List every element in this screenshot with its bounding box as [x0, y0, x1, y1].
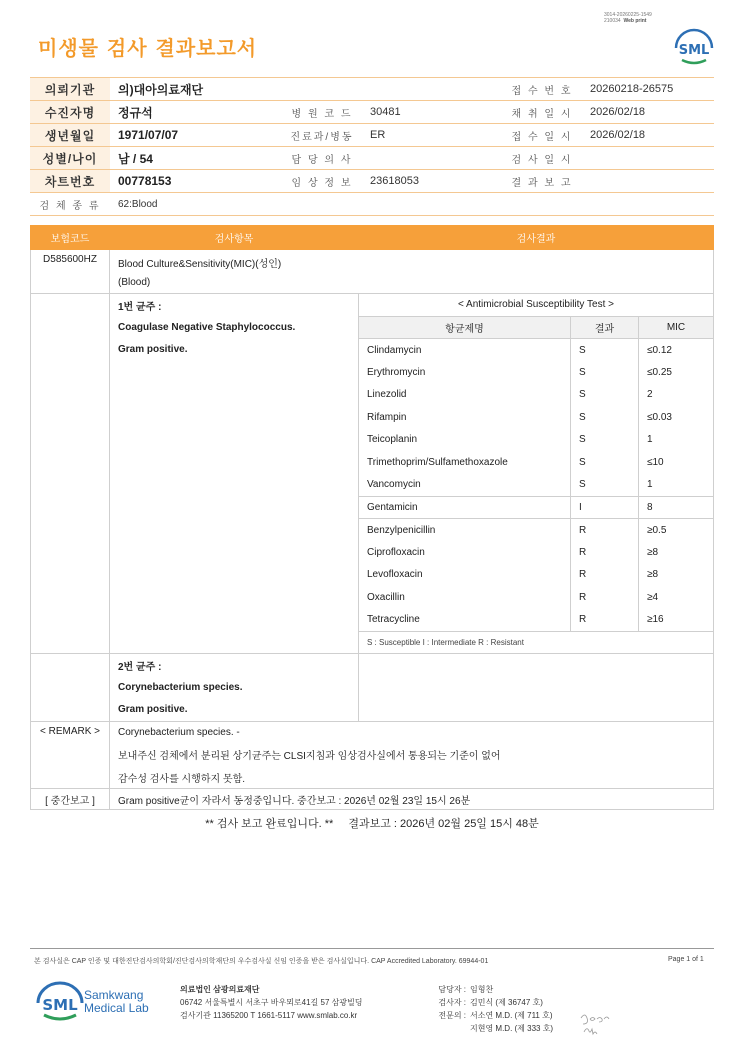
ast-col-result: 결과	[571, 316, 639, 339]
antibiotic-mic: ≤10	[639, 451, 714, 474]
info-value: ER	[362, 124, 502, 147]
contact: 검사기관 11365200 T 1661-5117 www.smlab.co.kr	[180, 1011, 358, 1020]
staff-row	[428, 1009, 553, 1022]
info-value	[582, 147, 714, 170]
antibiotic-name: Oxacillin	[359, 586, 571, 609]
info-label: 채 취 일 시	[502, 101, 582, 124]
print-id	[604, 12, 652, 24]
web-print-label: Web print	[623, 18, 647, 24]
antibiotic-mic: 1	[639, 474, 714, 497]
remark-1: Corynebacterium species. -	[110, 721, 714, 744]
test-name-2: (Blood)	[110, 272, 714, 294]
patient-info-table	[30, 77, 714, 216]
info-label: 성별/나이	[30, 147, 110, 170]
antibiotic-name: Gentamicin	[359, 496, 571, 519]
info-value	[362, 147, 502, 170]
staff-name: 김민식 (제 36747 호)	[470, 998, 543, 1007]
footer-logo-text: SML	[42, 996, 78, 1014]
org2-label: 2번 균주 :	[110, 654, 359, 677]
info-label	[282, 78, 362, 101]
info-label: 병 원 코 드	[282, 101, 362, 124]
ast-col-name: 항균제명	[359, 316, 571, 339]
org2-name: Corynebacterium species.	[110, 676, 359, 699]
staff-role: 담당자 :	[438, 985, 466, 994]
ast-title: < Antimicrobial Susceptibility Test >	[359, 294, 714, 317]
ast-row	[31, 339, 714, 362]
cert-text: 본 검사실은 CAP 인증 및 대한진단검사의학회/진단검사의학재단의 우수검사실 신임 인증을 받은 검사실입니다. CAP Accredited Laboratory. 69944-01	[34, 958, 489, 965]
antibiotic-result: S	[571, 474, 639, 497]
signature-icon	[578, 1010, 612, 1038]
antibiotic-result: I	[571, 496, 639, 519]
antibiotic-result: R	[571, 586, 639, 609]
address-block	[180, 983, 363, 1022]
staff-role	[428, 1022, 466, 1035]
antibiotic-mic: ≤0.25	[639, 361, 714, 384]
antibiotic-name: Clindamycin	[359, 339, 571, 362]
header-insurance-code: 보험코드	[31, 226, 110, 250]
antibiotic-name: Ciprofloxacin	[359, 541, 571, 564]
antibiotic-name: Rifampin	[359, 406, 571, 429]
antibiotic-result: S	[571, 339, 639, 362]
antibiotic-mic: ≥4	[639, 586, 714, 609]
interim-text: Gram positive균이 자라서 동정중입니다. 중간보고 : 2026년 02월 23일 15시 26분	[110, 789, 714, 810]
org1-label: 1번 균주 :	[110, 294, 359, 317]
info-value: 23618053	[362, 170, 502, 193]
antibiotic-result: S	[571, 384, 639, 407]
org-name: 의료법인 삼광의료재단	[180, 985, 260, 994]
print-code: 3014-20260225-1549	[604, 12, 652, 18]
org1-gram: Gram positive.	[110, 339, 359, 654]
antibiotic-name: Tetracycline	[359, 609, 571, 632]
antibiotic-result: R	[571, 519, 639, 542]
specimen-row	[30, 193, 714, 216]
header-test-item: 검사항목	[110, 226, 359, 250]
info-value: 2026/02/18	[582, 124, 714, 147]
info-value: 2026/02/18	[582, 101, 714, 124]
page-number: Page 1 of 1	[668, 956, 704, 963]
antibiotic-result: R	[571, 541, 639, 564]
info-label: 접 수 일 시	[502, 124, 582, 147]
antibiotic-result: S	[571, 451, 639, 474]
antibiotic-name: Trimethoprim/Sulfamethoxazole	[359, 451, 571, 474]
info-label: 검 사 일 시	[502, 147, 582, 170]
remark-2: 보내주신 검체에서 분리된 상기균주는 CLSI지침과 임상검사실에서 통용되는 기준이 없어	[110, 744, 714, 767]
org2-gram: Gram positive.	[110, 699, 359, 722]
antibiotic-result: S	[571, 361, 639, 384]
info-value: 정규석	[110, 101, 282, 124]
staff-row	[428, 996, 553, 1009]
final-status	[0, 815, 744, 831]
info-value: 의)대아의료재단	[110, 78, 282, 101]
staff-name: 임형찬	[470, 985, 494, 994]
top-logo-text: SML	[678, 43, 710, 58]
info-row	[30, 147, 714, 170]
info-label: 임 상 정 보	[282, 170, 362, 193]
address: 06742 서울특별시 서초구 바우뫼로41길 57 삼광빌딩	[180, 998, 363, 1007]
antibiotic-mic: ≥0.5	[639, 519, 714, 542]
antibiotic-name: Teicoplanin	[359, 429, 571, 452]
staff-block	[428, 983, 553, 1035]
info-value	[362, 78, 502, 101]
info-label: 담 당 의 사	[282, 147, 362, 170]
info-value	[582, 170, 714, 193]
company-name-en	[84, 989, 149, 1015]
info-value: 30481	[362, 101, 502, 124]
antibiotic-result: R	[571, 609, 639, 632]
info-label: 결 과 보 고	[502, 170, 582, 193]
antibiotic-mic: ≤0.12	[639, 339, 714, 362]
remark-3: 감수성 검사를 시행하지 못함.	[110, 766, 714, 789]
ast-col-mic: MIC	[639, 316, 714, 339]
info-row	[30, 78, 714, 101]
antibiotic-result: S	[571, 429, 639, 452]
antibiotic-mic: ≥8	[639, 564, 714, 587]
info-label: 진료과/병동	[282, 124, 362, 147]
info-label: 접 수 번 호	[502, 78, 582, 101]
staff-role: 검사자 :	[438, 998, 466, 1007]
info-value: 남 / 54	[110, 147, 282, 170]
staff-role: 전문의 :	[438, 1011, 466, 1020]
antibiotic-name: Erythromycin	[359, 361, 571, 384]
info-row	[30, 101, 714, 124]
staff-name: 지현영 M.D. (제 333 호)	[470, 1024, 554, 1033]
results-table	[30, 225, 714, 810]
antibiotic-mic: ≤0.03	[639, 406, 714, 429]
antibiotic-result: R	[571, 564, 639, 587]
info-label: 수진자명	[30, 101, 110, 124]
antibiotic-mic: ≥8	[639, 541, 714, 564]
antibiotic-mic: 2	[639, 384, 714, 407]
antibiotic-mic: ≥16	[639, 609, 714, 632]
info-row	[30, 124, 714, 147]
antibiotic-result: S	[571, 406, 639, 429]
sml-logo-icon	[672, 26, 716, 66]
staff-row	[428, 1022, 553, 1035]
company-en-line2: Medical Lab	[84, 1001, 149, 1015]
final-report-time: 결과보고 : 2026년 02월 25일 15시 48분	[348, 818, 539, 830]
ast-legend: S : Susceptible I : Intermediate R : Resistant	[359, 631, 714, 654]
test-name-1: Blood Culture&Sensitivity(MIC)(성인)	[110, 250, 714, 272]
info-label: 생년월일	[30, 124, 110, 147]
page-title: 미생물 검사 결과보고서	[38, 36, 258, 60]
interim-label: [ 중간보고 ]	[31, 789, 110, 810]
footer-divider	[30, 948, 714, 949]
info-row	[30, 170, 714, 193]
insurance-code: D585600HZ	[31, 250, 110, 294]
company-en-line1: Samkwang	[84, 988, 144, 1002]
antibiotic-name: Benzylpenicillin	[359, 519, 571, 542]
print-code2: 210034	[604, 18, 621, 24]
results-header	[31, 226, 714, 250]
antibiotic-name: Levofloxacin	[359, 564, 571, 587]
antibiotic-mic: 1	[639, 429, 714, 452]
antibiotic-name: Linezolid	[359, 384, 571, 407]
specimen-label: 검 체 종 류	[30, 193, 110, 216]
info-value: 1971/07/07	[110, 124, 282, 147]
specimen-value: 62:Blood	[110, 193, 714, 216]
info-label: 차트번호	[30, 170, 110, 193]
antibiotic-name: Vancomycin	[359, 474, 571, 497]
antibiotic-mic: 8	[639, 496, 714, 519]
header-test-result: 검사결과	[359, 226, 714, 250]
info-label: 의뢰기관	[30, 78, 110, 101]
final-done: ** 검사 보고 완료입니다. **	[205, 818, 334, 830]
org1-name: Coagulase Negative Staphylococcus.	[110, 316, 359, 339]
info-value: 20260218-26575	[582, 78, 714, 101]
staff-row	[428, 983, 553, 996]
info-value: 00778153	[110, 170, 282, 193]
remark-label: < REMARK >	[31, 721, 110, 789]
staff-name: 서소연 M.D. (제 711 호)	[470, 1011, 553, 1020]
